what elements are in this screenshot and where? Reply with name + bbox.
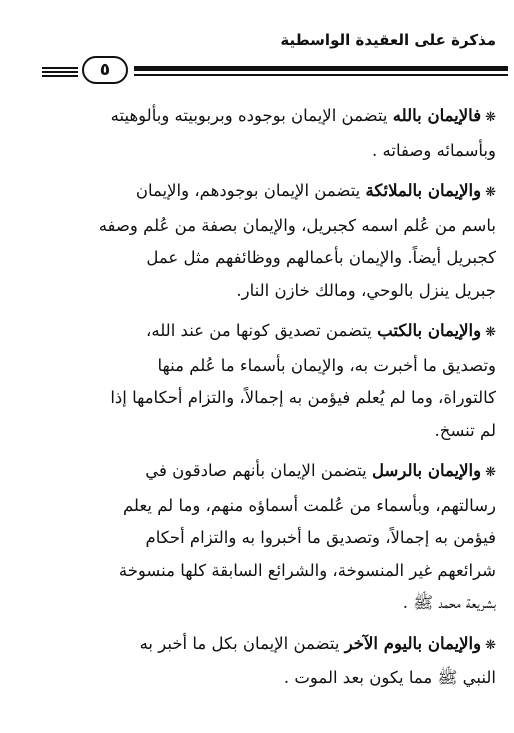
paragraph-lead: والإيمان بالكتب (377, 321, 482, 340)
text-line (40, 175, 496, 210)
page-number: ٥ (82, 56, 128, 84)
paragraph-lead: والإيمان بالرسل (372, 461, 482, 480)
text-line: رسالتهم، وبأسماء من عُلمت أسماؤه منهم، وما لم يعلم (122, 495, 496, 515)
line-text: يتضمن تصديق كونها من عند الله، (146, 321, 372, 340)
paragraph-faith-in-allah (40, 100, 496, 167)
paragraph-lead: فالإيمان بالله (392, 106, 482, 125)
body-text (40, 100, 496, 703)
text-line: فيؤمن به إجمالاً، وتصديق ما أخبروا به والتزام أحكام (145, 528, 496, 547)
text-line: كجبريل أيضاً. والإيمان بأعمالهم ووظائفهم مثل عمل (146, 248, 496, 267)
asterisk-bullet-icon: ❋ (485, 465, 496, 480)
running-title: مذكرة على العقيدة الواسطية (280, 31, 496, 49)
line-text: يتضمن الإيمان بوجودهم، والإيمان (135, 181, 361, 200)
rule-line-thick (134, 66, 508, 71)
text-line: وتصديق ما أخبرت به، والإيمان بأسماء ما عُلم منها (157, 355, 496, 375)
text-line: النبي ﷺ مما يكون بعد الموت . (283, 668, 496, 687)
text-line: بشريعة محمد ﷺ . (402, 593, 496, 612)
line-text: يتضمن الإيمان بوجوده وبربوبيته وبألوهيته (110, 106, 388, 125)
paragraph-faith-in-last-day (40, 628, 496, 695)
text-line (40, 100, 496, 135)
paragraph-lead: والإيمان باليوم الآخر (344, 633, 482, 653)
text-line: كالتوراة، وما لم يُعلم فيؤمن به إجمالاً، والتزام أحكامها إذا (110, 388, 496, 407)
text-line: شرائعهم غير المنسوخة، والشرائع السابقة كلها منسوخة (118, 560, 496, 580)
header-rule (42, 56, 508, 90)
text-line: لم تنسخ. (434, 420, 496, 440)
rule-line-left (42, 67, 78, 69)
paragraph-faith-in-angels (40, 175, 496, 307)
asterisk-bullet-icon: ❋ (485, 325, 496, 340)
text-line: جبريل ينزل بالوحي، ومالك خازن النار. (236, 280, 496, 300)
asterisk-bullet-icon: ❋ (485, 110, 496, 125)
paragraph-lead: والإيمان بالملائكة (365, 181, 482, 200)
asterisk-bullet-icon: ❋ (485, 637, 496, 653)
paragraph-faith-in-books (40, 315, 496, 447)
text-line: باسم من عُلم اسمه كجبريل، والإيمان بصفة من عُلم وصفه (98, 215, 496, 235)
text-line (40, 315, 496, 350)
rule-line-left (42, 71, 78, 73)
asterisk-bullet-icon: ❋ (485, 185, 496, 200)
text-line (40, 455, 496, 490)
paragraph-faith-in-messengers (40, 455, 496, 620)
rule-line-left (42, 75, 78, 77)
line-text: يتضمن الإيمان بأنهم صادقون في (145, 461, 367, 480)
text-line: وبأسمائه وصفاته . (372, 140, 496, 160)
rule-line-thin (134, 74, 508, 76)
line-text: يتضمن الإيمان بكل ما أخبر به (139, 633, 340, 653)
text-line (40, 628, 496, 663)
